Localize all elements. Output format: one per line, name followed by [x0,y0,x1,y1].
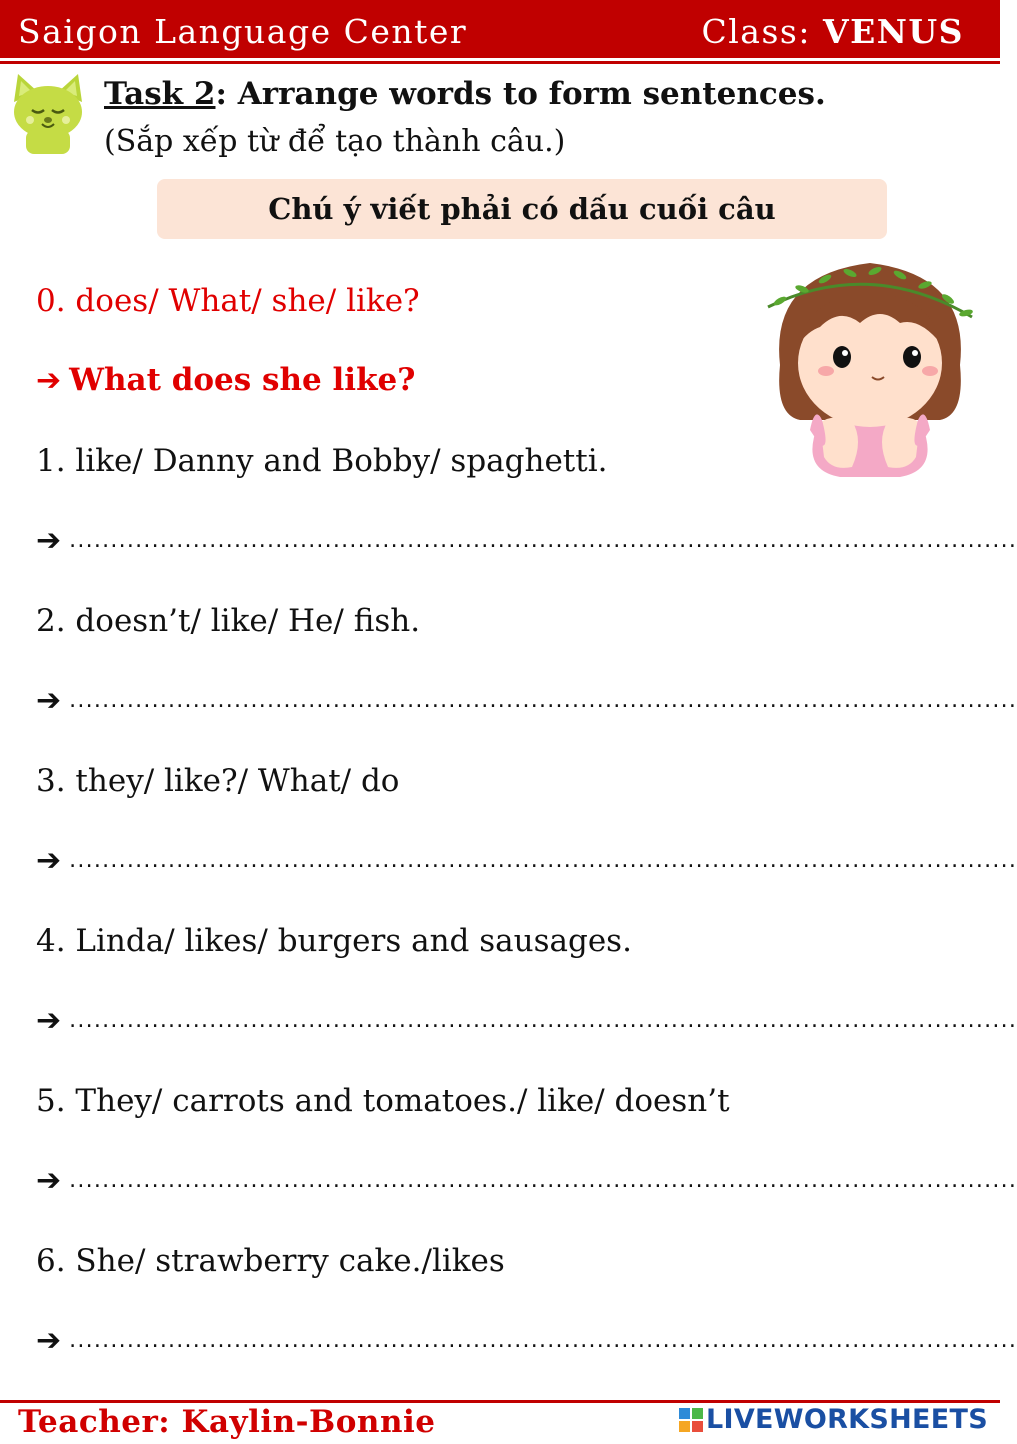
answer-row-2 [36,683,1017,718]
girl-illustration [760,245,980,480]
task-instruction: : Arrange words to form sentences. [215,76,826,112]
question-2: 2. doesn’t/ like/ He/ fish. [36,603,421,639]
question-5: 5. They/ carrots and tomatoes./ like/ doesn’t [36,1083,730,1119]
teacher-name: Teacher: Kaylin-Bonnie [18,1404,436,1440]
liveworksheets-logo-icon [679,1408,703,1432]
question-3: 3. they/ like?/ What/ do [36,763,400,799]
arrow-icon: ➔ [36,843,62,878]
arrow-icon: ➔ [36,362,62,398]
header-divider [0,61,1000,64]
header-bar [0,0,1000,58]
arrow-icon: ➔ [36,1003,62,1038]
brand-text: LIVEWORKSHEETS [705,1404,988,1435]
answer-input-4[interactable]: ................................................................................................................... [69,1008,1017,1033]
answer-input-3[interactable]: ................................................................................................................... [69,848,1017,873]
arrow-icon: ➔ [36,523,62,558]
answer-row-5 [36,1163,1017,1198]
school-name: Saigon Language Center [18,12,468,51]
answer-input-6[interactable]: ................................................................................................................... [69,1328,1017,1353]
answer-row-3 [36,843,1017,878]
task-label: Task 2 [104,76,216,112]
task-subtitle: (Sắp xếp từ để tạo thành câu.) [104,124,566,159]
class-info [702,12,965,51]
answer-input-5[interactable]: ................................................................................................................... [69,1168,1017,1193]
question-4: 4. Linda/ likes/ burgers and sausages. [36,923,632,959]
task-heading [104,76,826,112]
arrow-icon: ➔ [36,683,62,718]
arrow-icon: ➔ [36,1323,62,1358]
example-question: 0. does/ What/ she/ like? [36,283,420,319]
liveworksheets-brand[interactable] [679,1404,988,1435]
class-label: Class: [701,12,823,51]
answer-row-1 [36,523,1017,558]
example-answer [36,362,415,398]
question-6: 6. She/ strawberry cake./likes [36,1243,505,1279]
example-answer-text: What does she like? [69,362,416,398]
class-name: VENUS [822,12,964,51]
arrow-icon: ➔ [36,1163,62,1198]
answer-input-1[interactable]: ................................................................................................................... [69,528,1017,553]
cat-icon [8,72,88,154]
punctuation-note: Chú ý viết phải có dấu cuối câu [157,179,887,239]
question-1: 1. like/ Danny and Bobby/ spaghetti. [36,443,608,479]
footer-divider [0,1400,1000,1403]
answer-row-4 [36,1003,1017,1038]
answer-input-2[interactable]: ................................................................................................................... [69,688,1017,713]
answer-row-6 [36,1323,1017,1358]
